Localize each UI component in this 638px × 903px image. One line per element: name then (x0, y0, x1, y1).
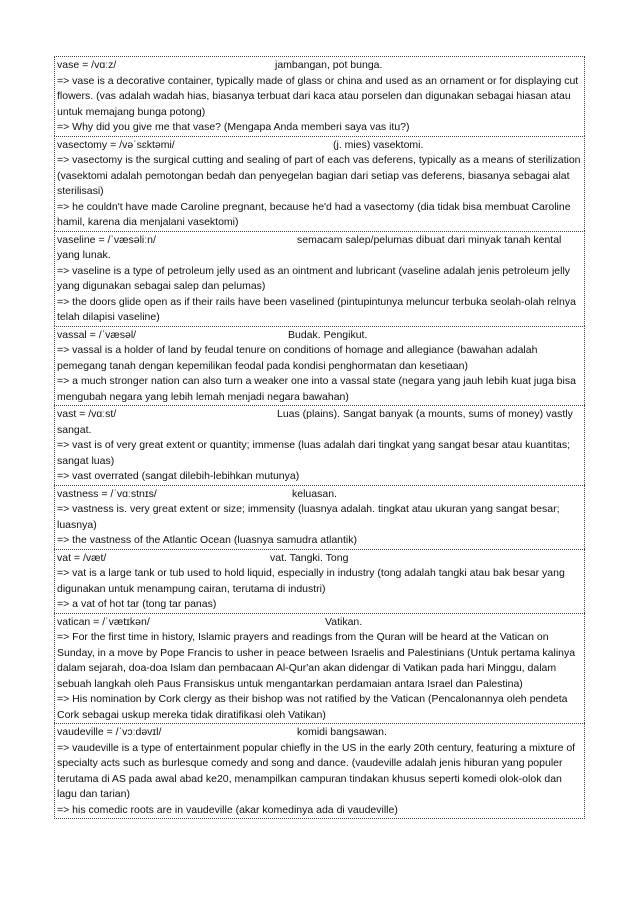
entry-vase (54, 56, 585, 136)
definition: => For the first time in history, Islamic prayers and readings from the Quran will be heard at the Vatican on Sunday, in a move by Pope Francis to usher in peace between Israelis and Palestinians (Untuk pertama kalinya dalam sejarah, doa-doa Islam dan pembacaan Al-Qur'an akan didengar di Vatikan pada hari Minggu, dalam sebuah langkah oleh Paus Fransiskus untuk mengantarkan perdamaian antara Israel dan Palestina) (57, 631, 576, 690)
definition: => vaseline is a type of petroleum jelly used as an ointment and lubricant (vaseline adalah jenis petroleum jelly yang digunakan sebagai salep dan pelumas) (57, 264, 571, 292)
entry-head (57, 407, 582, 438)
meaning: Vatikan. (325, 615, 363, 628)
headword: vat = /væt/ (57, 551, 107, 564)
entry-head (57, 725, 582, 741)
headword: vastness = /ˈvɑːstnɪs/ (57, 487, 157, 500)
headword: vast = /vɑːst/ (57, 408, 117, 420)
entry-head (57, 138, 582, 154)
meaning: Luas (plains). Sangat banyak (a mounts, sums of money) vastly sangat. (57, 408, 573, 436)
entry-vastness (54, 485, 585, 549)
entry-vast (54, 405, 585, 485)
entry-vatican (54, 613, 585, 724)
definition: => vast is of very great extent or quantity; immense (luas adalah dari tingkat yang sangat besar atau kuantitas; sangat luas) (57, 439, 571, 467)
definition: => vastness is. very great extent or size; immensity (luasnya adalah. tingkat atau ukuran yang sangat besar; luasnya) (57, 503, 560, 531)
entry-vasectomy (54, 136, 585, 231)
meaning: (j. mies) vasektomi. (333, 138, 424, 151)
example: => a much stronger nation can also turn a weaker one into a vassal state (negara yang jauh lebih kuat juga bisa mengubah negara yang lebih lemah menjadi negara bawahan) (57, 375, 576, 403)
entry-vat (54, 549, 585, 613)
definition: => vase is a decorative container, typically made of glass or china and used as an ornament or for displaying cut flowers. (vas adalah wadah hias, biasanya terbuat dari kaca atau porselen dan digunakan sebagai hiasan atau untuk memajang bunga potong) (57, 74, 579, 118)
entry-vassal (54, 326, 585, 406)
headword: vaudeville = /ˈvɔːdəvɪl/ (57, 726, 162, 738)
headword: vassal = /ˈvæsəl/ (57, 328, 137, 341)
vocabulary-list (54, 56, 585, 819)
definition: => vaudeville is a type of entertainment popular chiefly in the US in the early 20th century, featuring a mixture of specialty acts such as burlesque comedy and song and dance. (vaudeville adalah jenis hiburan yang populer terutama di AS pada awal abad ke20, menampilkan campuran tindakan khusus seperti komedi olok-olok dan lagu dan tarian) (57, 741, 576, 800)
example: => he couldn't have made Caroline pregnant, because he'd had a vasectomy (dia tidak bisa membuat Caroline hamil, karena dia menjalani vasektomi) (57, 200, 571, 228)
definition: => vassal is a holder of land by feudal tenure on conditions of homage and allegiance (bawahan adalah pemegang tanah dengan kepemilikan feodal pada kondisi penghormatan dan kesetiaan) (57, 344, 538, 372)
entry-vaseline (54, 231, 585, 326)
entry-head (57, 487, 582, 503)
meaning: Budak. Pengikut. (288, 328, 368, 341)
example: => His nomination by Cork clergy as their bishop was not ratified by the Vatican (Pencalonannya oleh pendeta Cork sebagai uskup mereka tidak diratifikasi oleh Vatikan) (57, 693, 568, 721)
definition: => vasectomy is the surgical cutting and sealing of part of each vas deferens, typically as a means of sterilization (vasektomi adalah pemotongan bedah dan penyegelan bagian dari setiap vas deferens, biasanya sebagai alat sterilisasi) (57, 154, 581, 197)
definition: => vat is a large tank or tub used to hold liquid, especially in industry (tong adalah tangki atau bak besar yang digunakan untuk menampung cairan, terutama di industri) (57, 567, 565, 595)
entry-head (57, 233, 582, 264)
example: => vast overrated (sangat dilebih-lebihkan mutunya) (57, 470, 300, 482)
meaning: semacam salep/pelumas dibuat dari minyak tanah kental yang lunak. (57, 233, 562, 261)
example: => Why did you give me that vase? (Mengapa Anda memberi saya vas itu?) (57, 121, 410, 133)
meaning: keluasan. (292, 487, 337, 500)
example: => the doors glide open as if their rails have been vaselined (pintupintunya meluncur terbuka seolah-olah relnya telah dilapisi vaseline) (57, 295, 576, 323)
meaning: jambangan, pot bunga. (275, 59, 383, 71)
entry-vaudeville (54, 723, 585, 819)
headword: vaseline = /ˈvæsəliːn/ (57, 233, 156, 246)
entry-head (57, 551, 582, 567)
example: => the vastness of the Atlantic Ocean (luasnya samudra atlantik) (57, 534, 357, 546)
entry-head (57, 328, 582, 344)
entry-head (57, 615, 582, 631)
headword: vase = /vɑːz/ (57, 59, 117, 71)
headword: vatican = /ˈvætɪkən/ (57, 615, 150, 628)
example: => a vat of hot tar (tong tar panas) (57, 598, 217, 610)
entry-head (57, 58, 582, 74)
headword: vasectomy = /vəˈsɛktəmi/ (57, 138, 175, 151)
meaning: komidi bangsawan. (297, 726, 387, 738)
example: => his comedic roots are in vaudeville (akar komedinya ada di vaudeville) (57, 803, 398, 816)
meaning: vat. Tangki. Tong (270, 551, 349, 564)
